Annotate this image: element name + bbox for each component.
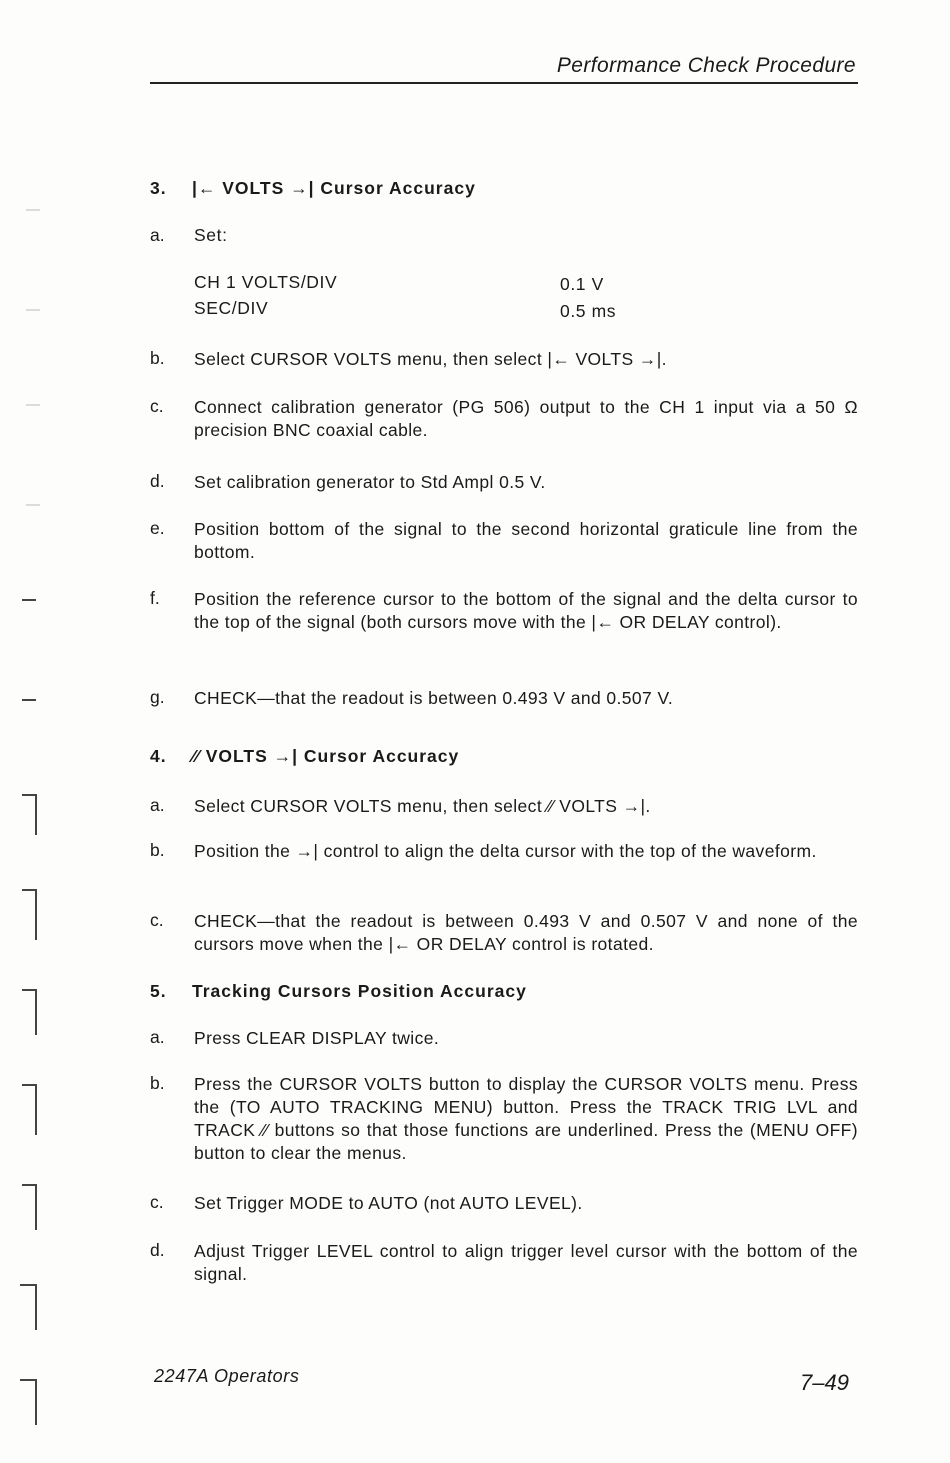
item-text: Adjust Trigger LEVEL control to align trigger level cursor with the bottom of the signal. [194, 1241, 858, 1284]
page-header [150, 54, 858, 84]
item-text: Position bottom of the signal to the second horizontal graticule line from the bottom. [194, 519, 858, 562]
item-label: g. [150, 687, 165, 707]
step-number: 5. [150, 981, 167, 1001]
setting-name: SEC/DIV [194, 298, 269, 318]
item-text: Select CURSOR VOLTS menu, then select ⁄⁄ VOLTS →|. [194, 796, 651, 816]
setting-value: 0.1 V [560, 274, 604, 294]
setting-name: CH 1 VOLTS/DIV [194, 272, 338, 292]
item-label: b. [150, 348, 165, 368]
step-title: |← VOLTS →| Cursor Accuracy [192, 178, 476, 198]
item-label: e. [150, 518, 165, 538]
item-text: Set calibration generator to Std Ampl 0.5 V. [194, 472, 546, 492]
item-text: Set Trigger MODE to AUTO (not AUTO LEVEL). [194, 1193, 583, 1213]
item-text: CHECK—that the readout is between 0.493 V and 0.507 V and none of the cursors move when the |← OR DELAY control is rotated. [194, 911, 858, 954]
item-label: a. [150, 1027, 165, 1047]
scan-edge-marks [0, 0, 60, 1463]
step-title: ⁄⁄ VOLTS →| Cursor Accuracy [192, 746, 460, 766]
item-label: c. [150, 910, 164, 930]
item-text: Press the CURSOR VOLTS button to display the CURSOR VOLTS menu. Press the (TO AUTO TRACKING MENU) button. Press the TRACK TRIG LVL and TRACK ⁄⁄ buttons so that those functions are underlined. Press the (MENU OFF) button to clear the menus. [194, 1074, 858, 1163]
item-label: a. [150, 225, 165, 245]
item-label: b. [150, 1073, 165, 1093]
item-text: Set: [194, 225, 228, 245]
footer-manual-title: 2247A Operators [154, 1366, 300, 1386]
step-title: Tracking Cursors Position Accuracy [192, 981, 527, 1001]
setting-value: 0.5 ms [560, 301, 617, 321]
item-text: Press CLEAR DISPLAY twice. [194, 1028, 440, 1048]
item-label: a. [150, 795, 165, 815]
item-label: d. [150, 1240, 165, 1260]
page-number: 7–49 [800, 1370, 849, 1395]
item-text: CHECK—that the readout is between 0.493 V and 0.507 V. [194, 688, 674, 708]
step-number: 4. [150, 746, 167, 766]
step-number: 3. [150, 178, 167, 198]
item-label: c. [150, 396, 164, 416]
item-label: b. [150, 840, 165, 860]
item-label: d. [150, 471, 165, 491]
header-title: Performance Check Procedure [556, 54, 856, 77]
item-label: c. [150, 1192, 164, 1212]
item-text: Position the →| control to align the delta cursor with the top of the waveform. [194, 841, 817, 861]
item-text: Position the reference cursor to the bottom of the signal and the delta cursor to the top of the signal (both cursors move with the |← OR DELAY control). [194, 589, 858, 632]
item-text: Select CURSOR VOLTS menu, then select |← VOLTS →|. [194, 349, 667, 369]
item-label: f. [150, 588, 160, 608]
item-text: Connect calibration generator (PG 506) output to the CH 1 input via a 50 Ω precision BNC coaxial cable. [194, 397, 858, 440]
